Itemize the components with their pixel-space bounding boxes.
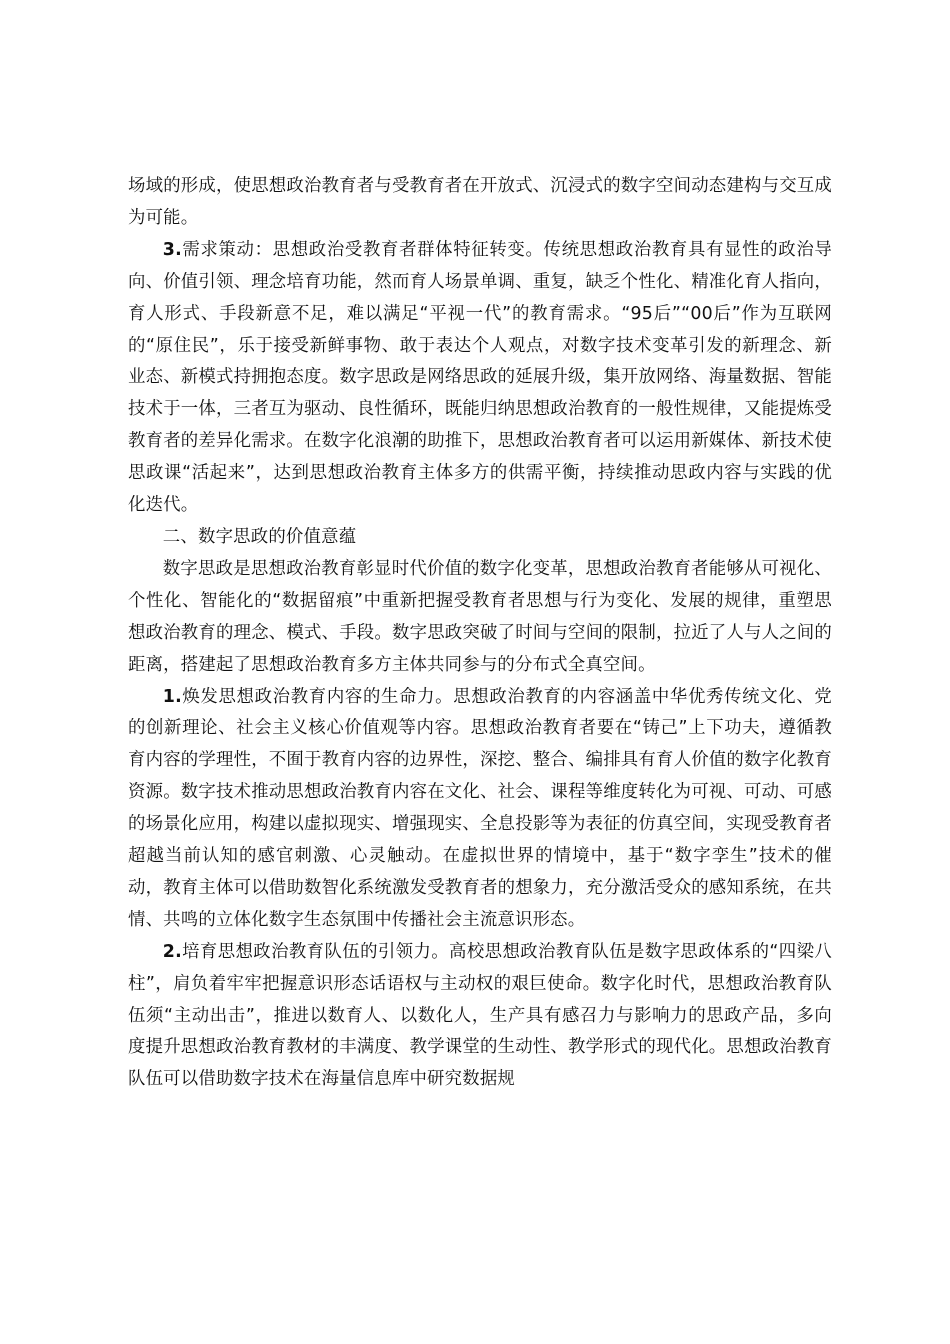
paragraph-point-3	[128, 235, 832, 522]
paragraph-text: 焕发思想政治教育内容的生命力。思想政治教育的内容涵盖中华优秀传统文化、党的创新理论、社会主义核心价值观等内容。思想政治教育者要在“铸己”上下功夫，遵循教育内容的学理性，不囿于教育内容的边界性，深挖、整合、编排具有育人价值的数字化教育资源。数字技术推动思想政治教育内容在文化、社会、课程等维度转化为可视、可动、可感的场景化应用，构建以虚拟现实、增强现实、全息投影等为表征的仿真空间，实现受教育者超越当前认知的感官刺激、心灵触动。在虚拟世界的情境中，基于“数字孪生”技术的催动，教育主体可以借助数智化系统激发受教育者的想象力，充分激活受众的感知系统，在共情、共鸣的立体化数字生态氛围中传播社会主流意识形态。	[128, 686, 832, 930]
paragraph-continuation	[128, 171, 832, 235]
paragraph-value-1	[128, 682, 832, 937]
paragraph-text: 数字思政是思想政治教育彰显时代价值的数字化变革，思想政治教育者能够从可视化、个性化、智能化的“数据留痕”中重新把握受教育者思想与行为变化、发展的规律，重塑思想政治教育的理念、模式、手段。数字思政突破了时间与空间的限制，拉近了人与人之间的距离，搭建起了思想政治教育多方主体共同参与的分布式全真空间。	[128, 558, 832, 675]
section-heading	[128, 522, 832, 554]
paragraph-value-2	[128, 937, 832, 1097]
paragraph-text: 培育思想政治教育队伍的引领力。高校思想政治教育队伍是数字思政体系的“四梁八柱”，肩负着牢牢把握意识形态话语权与主动权的艰巨使命。数字化时代，思想政治教育队伍须“主动出击”，推进以数育人、以数化人，生产具有感召力与影响力的思政产品，多向度提升思想政治教育教材的丰满度、教学课堂的生动性、教学形式的现代化。思想政治教育队伍可以借助数字技术在海量信息库中研究数据规	[128, 941, 832, 1090]
list-number: 3.	[162, 239, 182, 260]
paragraph-section-intro	[128, 554, 832, 682]
section-heading-text: 二、数字思政的价值意蕴	[162, 526, 357, 547]
document-body	[128, 171, 832, 1096]
paragraph-text: 场域的形成，使思想政治教育者与受教育者在开放式、沉浸式的数字空间动态建构与交互成为可能。	[128, 176, 832, 228]
list-number: 2.	[162, 941, 182, 962]
list-number: 1.	[162, 686, 182, 707]
paragraph-text: 需求策动：思想政治受教育者群体特征转变。传统思想政治教育具有显性的政治导向、价值引领、理念培育功能，然而育人场景单调、重复，缺乏个性化、精准化育人指向，育人形式、手段新意不足，难以满足“平视一代”的教育需求。“95后”“00后”作为互联网的“原住民”，乐于接受新鲜事物、敢于表达个人观点，对数字技术变革引发的新理念、新业态、新模式持拥抱态度。数字思政是网络思政的延展升级，集开放网络、海量数据、智能技术于一体，三者互为驱动、良性循环，既能归纳思想政治教育的一般性规律，又能提炼受教育者的差异化需求。在数字化浪潮的助推下，思想政治教育者可以运用新媒体、新技术使思政课“活起来”，达到思想政治教育主体多方的供需平衡，持续推动思政内容与实践的优化迭代。	[128, 239, 832, 516]
